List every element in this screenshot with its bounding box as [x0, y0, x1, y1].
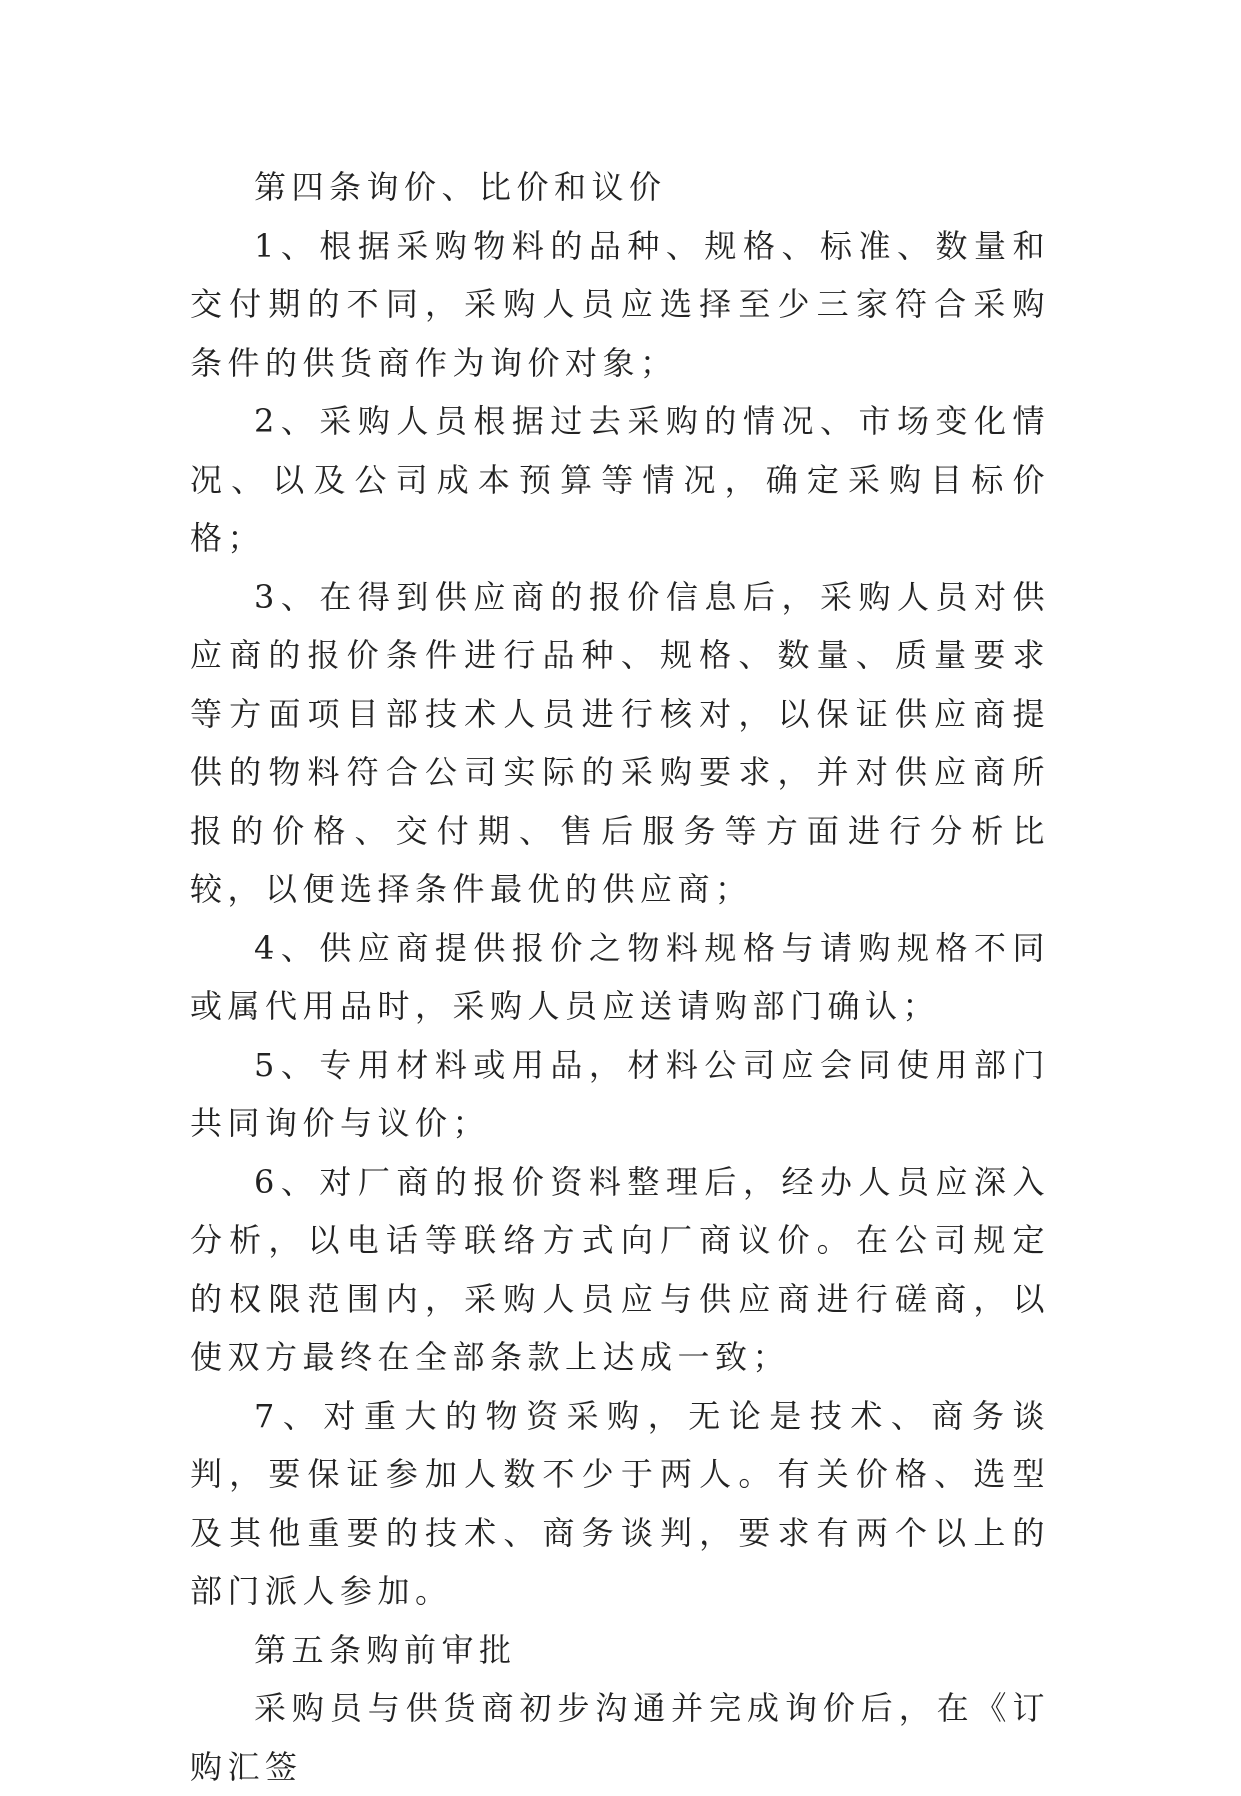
paragraph-item-5: 5、专用材料或用品，材料公司应会同使用部门共同询价与议价；: [190, 1045, 1050, 1142]
paragraph-approval: 采购员与供货商初步沟通并完成询价后，在《订购汇签: [190, 1689, 1050, 1786]
paragraph-item-2: 2、采购人员根据过去采购的情况、市场变化情况、以及公司成本预算等情况，确定采购目标价格；: [190, 402, 1050, 557]
paragraph-item-6: 6、对厂商的报价资料整理后，经办人员应深入分析，以电话等联络方式向厂商议价。在公司规定的权限范围内，采购人员应与供应商进行磋商，以使双方最终在全部条款上达成一致；: [190, 1162, 1050, 1376]
section-heading-4: 第四条询价、比价和议价: [254, 168, 667, 206]
document-body: [190, 158, 1050, 1796]
paragraph-item-4: 4、供应商提供报价之物料规格与请购规格不同或属代用品时，采购人员应送请购部门确认；: [190, 928, 1050, 1025]
section-heading-5: 第五条购前审批: [254, 1630, 517, 1669]
paragraph-item-3: 3、在得到供应商的报价信息后，采购人员对供应商的报价条件进行品种、规格、数量、质量要求等方面项目部技术人员进行核对，以保证供应商提供的物料符合公司实际的采购要求，并对供应商所报的价格、交付期、售后服务等方面进行分析比较，以便选择条件最优的供应商；: [190, 577, 1050, 908]
paragraph-item-7: 7、对重大的物资采购，无论是技术、商务谈判，要保证参加人数不少于两人。有关价格、选型及其他重要的技术、商务谈判，要求有两个以上的部门派人参加。: [190, 1396, 1050, 1610]
paragraph-item-1: 1、根据采购物料的品种、规格、标准、数量和交付期的不同，采购人员应选择至少三家符合采购条件的供货商作为询价对象；: [190, 226, 1050, 382]
